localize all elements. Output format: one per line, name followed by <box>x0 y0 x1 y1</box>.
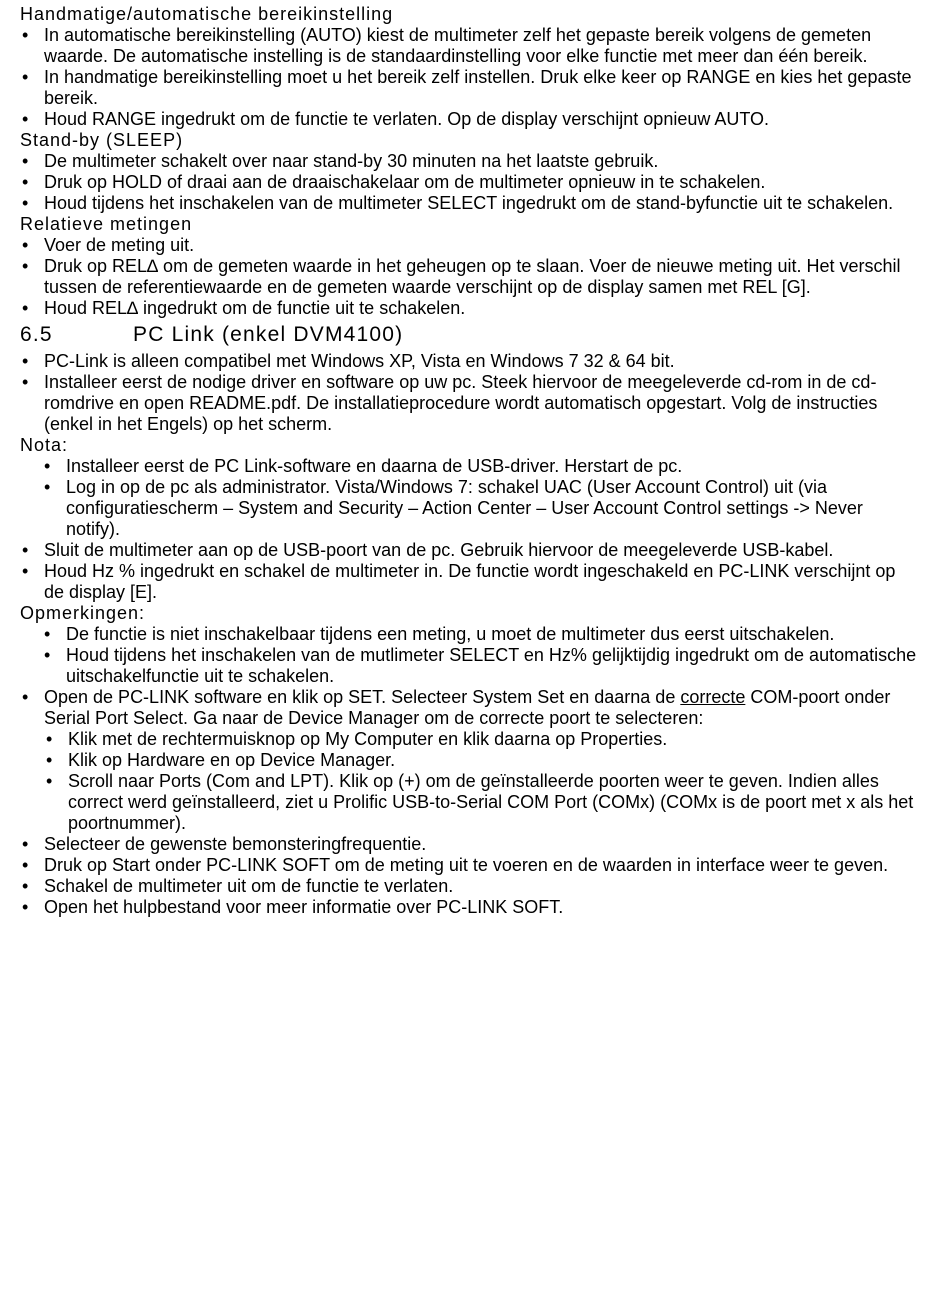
list-item: • De multimeter schakelt over naar stand-by 30 minuten na het laatste gebruik. <box>20 151 920 172</box>
list-item: • Druk op HOLD of draai aan de draaischakelaar om de multimeter opnieuw in te schakelen. <box>20 172 920 193</box>
list-item: • Open het hulpbestand voor meer informatie over PC-LINK SOFT. <box>20 897 920 918</box>
list-item: • Houd REL∆ ingedrukt om de functie uit te schakelen. <box>20 298 920 319</box>
section-number: 6.5 <box>20 323 53 346</box>
list-item: • PC-Link is alleen compatibel met Windows XP, Vista en Windows 7 32 & 64 bit. <box>20 351 920 372</box>
heading-standby: Stand-by (SLEEP) <box>20 130 184 150</box>
list-nota <box>42 456 920 540</box>
list-item: • Houd Hz % ingedrukt en schakel de multimeter in. De functie wordt ingeschakeld en PC-LINK verschijnt op de display [E]. <box>20 561 920 603</box>
list-pc-link-b <box>20 540 920 603</box>
list-item: • Voer de meting uit. <box>20 235 920 256</box>
list-item: • Installeer eerst de PC Link-software en daarna de USB-driver. Herstart de pc. <box>42 456 920 477</box>
manual-page <box>20 4 920 918</box>
list-item: • Houd RANGE ingedrukt om de functie te verlaten. Op de display verschijnt opnieuw AUTO. <box>20 109 920 130</box>
list-item: • Klik met de rechtermuisknop op My Computer en klik daarna op Properties. <box>44 729 920 750</box>
list-item: • Installeer eerst de nodige driver en software op uw pc. Steek hiervoor de meegeleverde cd-rom in de cd-romdrive en open README.pdf. De installatieprocedure wordt automatisch opgestart. Volg de instructies (enkel in het Engels) op het scherm. <box>20 372 920 435</box>
text-open-after: COM-poort onder Serial Port Select. Ga naar de Device Manager om de correcte poort te selecteren: <box>44 687 891 728</box>
list-item: • Druk op Start onder PC-LINK SOFT om de meting uit te voeren en de waarden in interface weer te geven. <box>20 855 920 876</box>
list-item: • Druk op REL∆ om de gemeten waarde in het geheugen op te slaan. Voer de nieuwe meting uit. Het verschil tussen de referentiewaarde en de gemeten waarde verschijnt op de display samen met REL [G]. <box>20 256 920 298</box>
list-item: • Klik op Hardware en op Device Manager. <box>44 750 920 771</box>
text-open-before: Open de PC-LINK software en klik op SET. Selecteer System Set en daarna de <box>44 687 681 707</box>
list-pc-link-c <box>20 687 920 918</box>
list-standby <box>20 151 920 214</box>
list-opmerkingen <box>42 624 920 687</box>
list-item: • In automatische bereikinstelling (AUTO) kiest de multimeter zelf het gepaste bereik volgens de gemeten waarde. De automatische instelling is de standaardinstelling voor elke functie met meer dan één bereik. <box>20 25 920 67</box>
list-item: • Houd tijdens het inschakelen van de mutlimeter SELECT en Hz% gelijktijdig ingedrukt om de automatische uitschakelfunctie uit te schakelen. <box>42 645 920 687</box>
section-title <box>20 321 920 349</box>
list-item: • In handmatige bereikinstelling moet u het bereik zelf instellen. Druk elke keer op RANGE en kies het gepaste bereik. <box>20 67 920 109</box>
list-pc-link-a <box>20 351 920 435</box>
nota-label: Nota: <box>20 435 69 455</box>
list-relative-measurements <box>20 235 920 319</box>
list-item: • Selecteer de gewenste bemonsteringfrequentie. <box>20 834 920 855</box>
list-device-manager-steps <box>44 729 920 834</box>
heading-relative-measurements: Relatieve metingen <box>20 214 193 234</box>
text-open-underlined: correcte <box>680 687 746 707</box>
heading-range-setting: Handmatige/automatische bereikinstelling <box>20 4 394 24</box>
list-item-open-software <box>20 687 920 834</box>
opmerkingen-label: Opmerkingen: <box>20 603 146 623</box>
section-title-text: PC Link (enkel DVM4100) <box>133 323 404 346</box>
list-range-setting <box>20 25 920 130</box>
list-item: • Log in op de pc als administrator. Vista/Windows 7: schakel UAC (User Account Control) uit (via configuratiescherm – System and Security – Action Center – User Account Control settings -> Never notify). <box>42 477 920 540</box>
list-item: • De functie is niet inschakelbaar tijdens een meting, u moet de multimeter dus eerst uitschakelen. <box>42 624 920 645</box>
list-item: • Houd tijdens het inschakelen van de multimeter SELECT ingedrukt om de stand-byfunctie uit te schakelen. <box>20 193 920 214</box>
list-item: • Sluit de multimeter aan op de USB-poort van de pc. Gebruik hiervoor de meegeleverde USB-kabel. <box>20 540 920 561</box>
list-item: • Scroll naar Ports (Com and LPT). Klik op (+) om de geïnstalleerde poorten weer te geven. Indien alles correct werd geïnstalleerd, ziet u Prolific USB-to-Serial COM Port (COMx) (COMx is de poort met x als het poortnummer). <box>44 771 920 834</box>
list-item: • Schakel de multimeter uit om de functie te verlaten. <box>20 876 920 897</box>
